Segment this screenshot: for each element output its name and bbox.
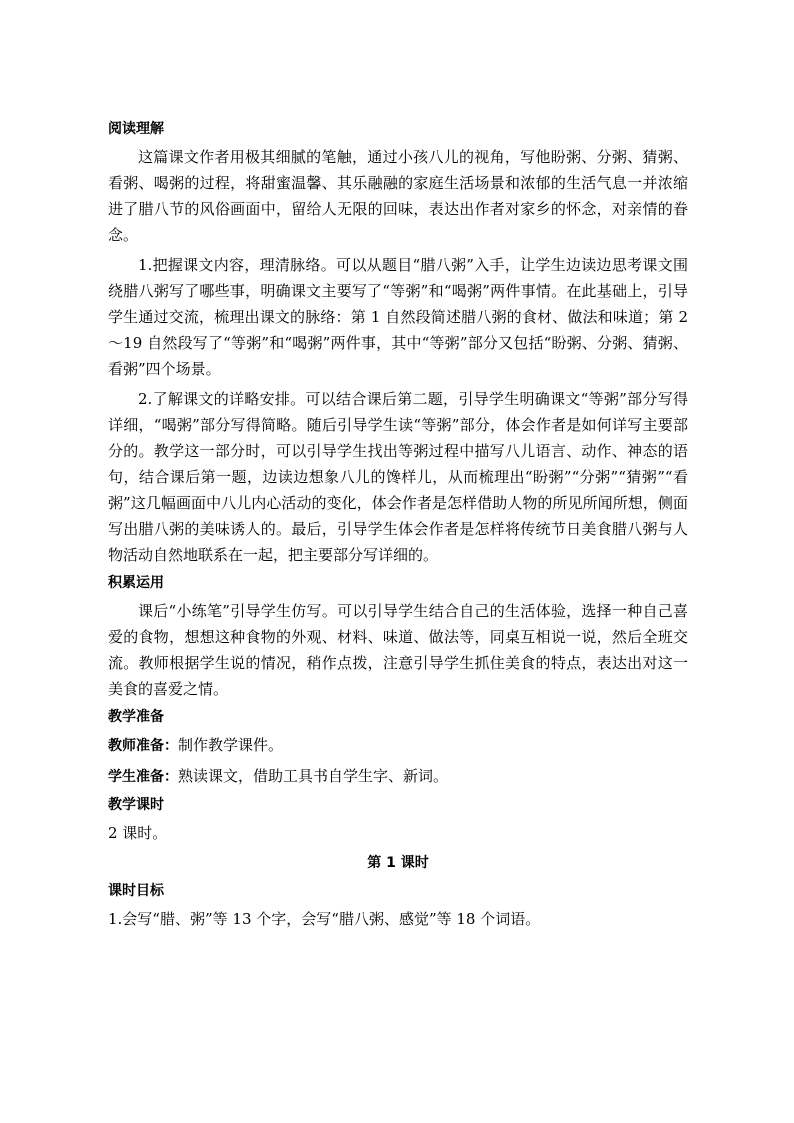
reading-point-2-paragraph: 2.了解课文的详略安排。可以结合课后第二题，引导学生明确课文“等粥”部分写得详细，“喝粥”部分写得简略。随后引导学生读“等粥”部分，体会作者是如何详写主要部分的。教学这一部分时，可以引导学生找出等粥过程中描写八儿语言、动作、神态的语句，结合课后第一题，边读边想象八儿的馋样儿，从而梳理出“盼粥”“分粥”“猜粥”“看粥”这几幅画面中八儿内心活动的变化，体会作者是怎样借助人物的所见所闻所想，侧面写出腊八粥的美味诱人的。最后，引导学生体会作者是怎样将传统节日美食腊八粥与人物活动自然地联系在一起，把主要部分写详细的。 <box>108 390 688 564</box>
teacher-prep-line <box>108 732 688 759</box>
section-heading-goals: 课时目标 <box>108 883 164 899</box>
lesson-1-title: 第 1 课时 <box>367 855 429 871</box>
reading-point-1-paragraph: 1.把握课文内容，理清脉络。可以从题目“腊八粥”入手，让学生边读边思考课文围绕腊八粥写了哪些事，明确课文主要写了“等粥”和“喝粥”两件事情。在此基础上，引导学生通过交流，梳理出课文的脉络：第 1 自然段简述腊八粥的食材、做法和味道；第 2～19 自然段写了“等粥”和“喝粥”两件事，其中“等粥”部分又包括“盼粥、分粥、猜粥、看粥”四个场景。 <box>108 256 688 378</box>
reading-intro-paragraph: 这篇课文作者用极其细腻的笔触，通过小孩八儿的视角，写他盼粥、分粥、猜粥、看粥、喝粥的过程，将甜蜜温馨、其乐融融的家庭生活场景和浓郁的生活气息一并浓缩进了腊八节的风俗画面中，留给人无限的回味，表达出作者对家乡的怀念，对亲情的眷念。 <box>108 148 688 244</box>
section-heading-practice: 积累运用 <box>108 575 164 591</box>
student-prep-label: 学生准备： <box>108 769 178 785</box>
goal-1-text: 1.会写“腊、粥”等 13 个字，会写“腊八粥、感觉”等 18 个词语。 <box>108 910 541 928</box>
teacher-prep-text: 制作教学课件。 <box>178 736 284 754</box>
student-prep-line <box>108 763 688 790</box>
section-heading-reading: 阅读理解 <box>108 121 164 137</box>
section-heading-prep: 教学准备 <box>108 709 164 725</box>
page-content <box>108 118 688 936</box>
section-heading-hours: 教学课时 <box>108 797 164 813</box>
hours-text: 2 课时。 <box>108 824 168 842</box>
practice-paragraph: 课后“小练笔”引导学生仿写。可以引导学生结合自己的生活体验，选择一种自己喜爱的食物，想想这种食物的外观、材料、味道、做法等，同桌互相说一说，然后全班交流。教师根据学生说的情况，稍作点拨，注意引导学生抓住美食的特点，表达出对这一美食的喜爱之情。 <box>108 602 688 698</box>
teacher-prep-label: 教师准备： <box>108 738 178 754</box>
student-prep-text: 熟读课文，借助工具书自学生字、新词。 <box>178 767 449 785</box>
